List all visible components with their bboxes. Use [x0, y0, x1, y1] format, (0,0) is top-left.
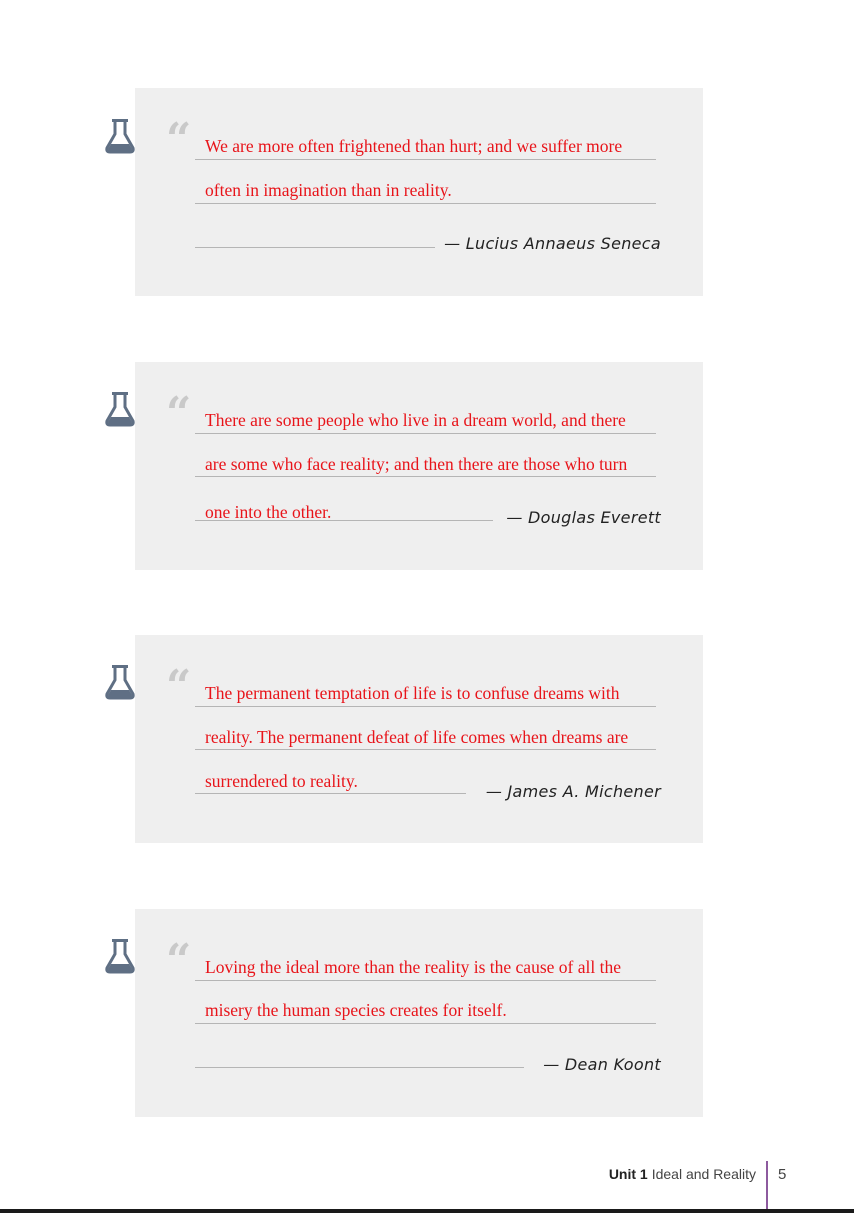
quote-line: surrendered to reality.: [205, 771, 358, 791]
flask-icon: [104, 938, 138, 974]
quote-line: Loving the ideal more than the reality is the cause of all the: [205, 957, 621, 977]
writing-line: [195, 1067, 524, 1068]
flask-icon: [104, 664, 138, 700]
quote-mark-icon: “: [166, 935, 192, 986]
quote-line: We are more often frightened than hurt; and we suffer more: [205, 136, 623, 156]
writing-line: [195, 520, 493, 521]
quote-line: misery the human species creates for itself.: [205, 1000, 507, 1020]
writing-line: [195, 1023, 656, 1024]
quote-line: often in imagination than in reality.: [205, 180, 452, 200]
quote-line: reality. The permanent defeat of life comes when dreams are: [205, 727, 629, 747]
quote-author: — James A. Michener: [485, 782, 661, 801]
writing-line: [195, 706, 656, 707]
unit-title: Ideal and Reality: [651, 1166, 756, 1182]
quote-line: one into the other.: [205, 502, 332, 522]
quote-line: There are some people who live in a dream world, and there: [205, 410, 626, 430]
quote-mark-icon: “: [166, 661, 192, 712]
flask-icon: [104, 118, 138, 154]
writing-line: [195, 476, 656, 477]
footer-divider: [766, 1161, 768, 1211]
quote-author: — Douglas Everett: [506, 508, 661, 527]
quote-mark-icon: “: [166, 114, 192, 165]
quote-line: The permanent temptation of life is to confuse dreams with: [205, 683, 620, 703]
quote-card: [135, 362, 703, 570]
quote-card: [135, 909, 703, 1117]
flask-icon: [104, 391, 138, 427]
quote-line: are some who face reality; and then there are those who turn: [205, 454, 628, 474]
writing-line: [195, 749, 656, 750]
writing-line: [195, 159, 656, 160]
writing-line: [195, 980, 656, 981]
quote-author: — Lucius Annaeus Seneca: [444, 234, 661, 253]
writing-line: [195, 247, 435, 248]
bottom-border: [0, 1209, 854, 1213]
page-footer: [609, 1166, 756, 1182]
quote-author: — Dean Koont: [543, 1055, 661, 1074]
unit-label: Unit 1: [608, 1166, 648, 1182]
quote-mark-icon: “: [166, 388, 192, 439]
quote-card: [135, 88, 703, 296]
quote-card: [135, 635, 703, 843]
writing-line: [195, 433, 656, 434]
writing-line: [195, 793, 466, 794]
writing-line: [195, 203, 656, 204]
page-number: 5: [778, 1166, 787, 1183]
